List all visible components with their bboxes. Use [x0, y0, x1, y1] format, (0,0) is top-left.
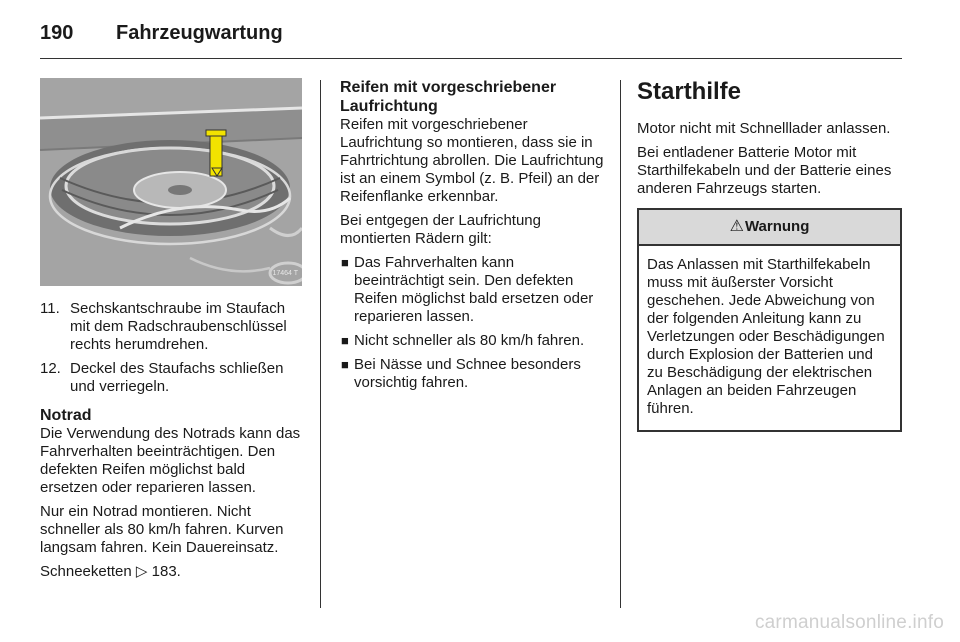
list-item [340, 332, 604, 350]
chapter-title: Fahrzeugwartung [116, 21, 283, 44]
warning-triangle-icon: ⚠ [729, 218, 744, 235]
paragraph: Reifen mit vorgeschriebener Laufrichtung so montieren, dass sie in Fahrtrichtung abrollen. Die Laufrichtung ist an einem Symbol (z. B. Pfeil) an der Reifenflanke erkennbar. [340, 116, 604, 205]
paragraph: Die Verwendung des Notrads kann das Fahrverhalten beeinträchtigen. Den defekten Reifen möglichst bald ersetzen oder reparieren lassen. [40, 425, 301, 496]
warning-header [639, 210, 900, 246]
figure-id-label: 17464 T [272, 270, 298, 277]
spare-wheel-drawing [40, 78, 302, 286]
section-heading-starthilfe: Starthilfe [637, 78, 742, 105]
column-divider [620, 80, 621, 608]
column-right [637, 78, 902, 432]
bullet-text: Nicht schneller als 80 km/h fahren. [354, 332, 585, 349]
paragraph: Bei entgegen der Laufrichtung montierten Rädern gilt: [340, 212, 541, 247]
bullet-icon: ■ [341, 255, 349, 270]
page-reference-icon: ▷ [135, 563, 148, 580]
page-number: 190 [40, 21, 74, 44]
page-header [40, 20, 283, 46]
steps-list [40, 300, 302, 396]
list-item [40, 360, 302, 396]
paragraph: Bei entladener Batterie Motor mit Starthilfekabeln und der Batterie eines anderen Fahrzeugs starten. [637, 144, 892, 197]
warning-box [637, 208, 902, 432]
list-item [40, 300, 302, 354]
paragraph: Motor nicht mit Schnelllader anlassen. [637, 120, 891, 137]
bullet-icon: ■ [341, 333, 349, 348]
list-item [340, 356, 604, 392]
section-heading-notrad: Notrad [40, 407, 92, 424]
section-heading-laufrichtung: Reifen mit vorgeschriebener Laufrichtung [340, 79, 557, 115]
step-text: Deckel des Staufachs schließen und verriegeln. [70, 360, 284, 395]
column-divider [320, 80, 321, 608]
list-item [340, 254, 604, 326]
paragraph: Nur ein Notrad montieren. Nicht schneller als 80 km/h fahren. Kurven langsam fahren. Kein Dauereinsatz. [40, 503, 284, 556]
reference-text: Schneeketten [40, 563, 132, 580]
cross-reference [40, 563, 302, 581]
bullet-icon: ■ [341, 357, 349, 372]
step-number: 11. [40, 300, 60, 317]
header-rule [40, 58, 902, 59]
warning-text: Das Anlassen mit Starthilfekabeln muss mit äußerster Vorsicht geschehen. Jede Abweichung von der folgenden Anleitung kann zu Verletzungen oder Beschädigungen durch Explosion der Batterien und zu Beschädigung der elektrischen Anlagen an beiden Fahrzeugen führen. [647, 256, 885, 417]
bullet-text: Das Fahrverhalten kann beeinträchtigt sein. Den defekten Reifen möglichst bald ersetzen oder reparieren lassen. [354, 254, 594, 325]
warning-label: Warnung [744, 218, 810, 235]
spare-wheel-illustration [40, 78, 302, 286]
column-middle [340, 78, 604, 398]
bullet-list [340, 254, 604, 392]
step-number: 12. [40, 360, 61, 377]
column-left [40, 78, 302, 587]
step-text: Sechskantschraube im Staufach mit dem Radschraubenschlüssel rechts herumdrehen. [70, 300, 287, 353]
watermark: carmanualsonline.info [754, 612, 944, 633]
reference-page[interactable]: 183. [147, 563, 181, 580]
bullet-text: Bei Nässe und Schnee besonders vorsichtig fahren. [354, 356, 581, 391]
